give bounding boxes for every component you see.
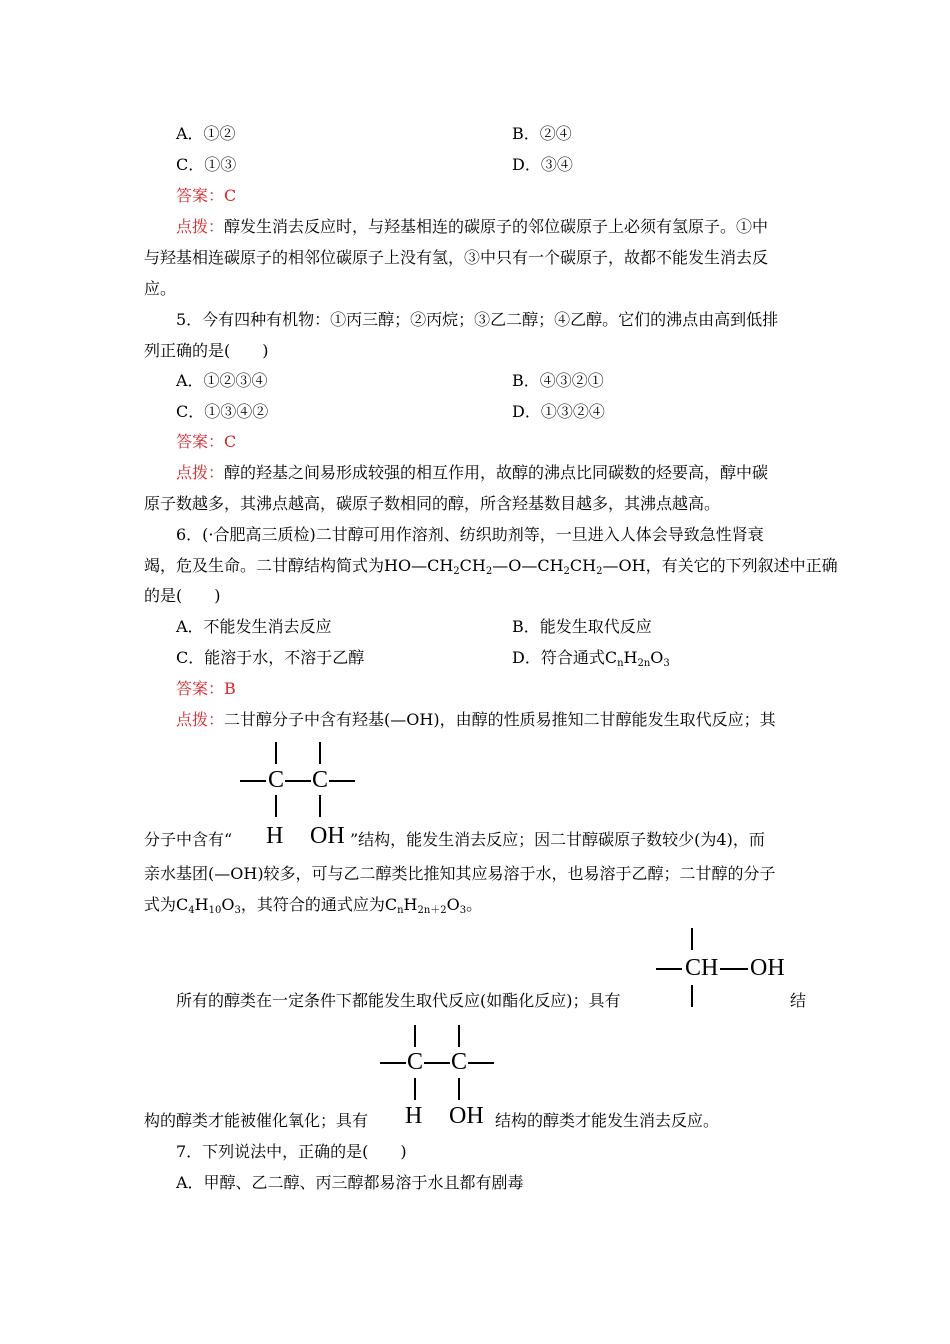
answer-label: 答案：: [176, 679, 225, 698]
q5-option-c: C．①③④②: [176, 402, 269, 421]
q5-option-d: D．①③②④: [512, 402, 605, 421]
q4-hint-line-3: 应。: [144, 279, 177, 298]
hint-label: 点拨：: [176, 710, 225, 729]
hint-text: 二甘醇分子中含有羟基(—OH)，由醇的性质易推知二甘醇能发生取代反应；其: [224, 710, 776, 729]
q4-hint-line-2: 与羟基相连碳原子的相邻位碳原子上没有氢，③中只有一个碳原子，故都不能发生消去反: [144, 248, 769, 267]
q5-hint-line-1: [176, 463, 768, 483]
struct-hydroxyl: OH: [750, 955, 785, 981]
q4-option-b: B．②④: [512, 124, 572, 143]
q4-answer: [176, 186, 236, 206]
q6-hint-line-6b: 结构的醇类才能发生消去反应。: [495, 1111, 720, 1130]
q6-hint-line-2b: ”结构，能发生消去反应；因二甘醇碳原子数较少(为4)，而: [350, 830, 765, 849]
q4-hint-line-1: [176, 217, 768, 237]
q6-option-c: C．能溶于水，不溶于乙醇: [176, 648, 365, 667]
struct-hydrogen: H: [266, 823, 284, 849]
q6-hint-line-5-end: 结: [790, 991, 807, 1010]
struct-hydroxyl: OH: [449, 1103, 484, 1129]
struct-carbon: C: [407, 1049, 424, 1075]
struct-hydrogen: H: [405, 1103, 423, 1129]
q4-option-c: C．①③: [176, 155, 237, 174]
q6-hint-line-4: 式为$C_4H_{10}O_3$，其符合的通式应为$C_nH_{2n+2}O_3$。: [144, 895, 483, 916]
q6-hint-line-1: [176, 710, 776, 730]
answer-value: C: [224, 186, 237, 205]
struct-ch: CH: [685, 955, 719, 981]
q4-option-d: D．③④: [512, 155, 573, 174]
q6-hint-line-5: 所有的醇类在一定条件下都能发生取代反应(如酯化反应)；具有: [176, 991, 621, 1010]
q6-option-a: A．不能发生消去反应: [176, 617, 332, 636]
answer-value: B: [224, 679, 236, 698]
q6-stem-line-1: 6．(·合肥高三质检)二甘醇可用作溶剂、纺织助剂等，一旦进入人体会导致急性肾衰: [176, 525, 764, 544]
answer-label: 答案：: [176, 186, 225, 205]
struct-carbon: C: [268, 767, 285, 793]
q5-answer: [176, 432, 236, 452]
hint-text: 醇的羟基之间易形成较强的相互作用，故醇的沸点比同碳数的烃要高，醇中碳: [224, 463, 769, 482]
q5-stem-line-2: 列正确的是( ): [144, 341, 269, 360]
hint-text: 醇发生消去反应时，与羟基相连的碳原子的邻位碳原子上必须有氢原子。①中: [224, 217, 769, 236]
q6-option-d: D．符合通式$C_nH_{2n}O_3$: [512, 648, 670, 669]
q6-stem-line-2: 竭，危及生命。二甘醇结构简式为$HO—CH_2CH_2—O—CH_2CH_2—OH$，有关它的下列叙述中正确: [144, 556, 838, 577]
q7-option-a: A．甲醇、乙二醇、丙三醇都易溶于水且都有剧毒: [176, 1173, 524, 1192]
answer-value: C: [224, 432, 237, 451]
q6-answer: [176, 679, 236, 699]
answer-label: 答案：: [176, 432, 225, 451]
struct-carbon: C: [451, 1049, 468, 1075]
q6-hint-line-3: 亲水基团(—OH)较多，可与乙二醇类比推知其应易溶于水，也易溶于乙醇；二甘醇的分子: [144, 864, 776, 883]
q6-option-b: B．能发生取代反应: [512, 617, 652, 636]
hint-label: 点拨：: [176, 463, 225, 482]
q5-stem-line-1: 5．今有四种有机物：①丙三醇；②丙烷；③乙二醇；④乙醇。它们的沸点由高到低排: [176, 310, 779, 329]
q5-option-a: A．①②③④: [176, 371, 268, 390]
q6-hint-line-2a: 分子中含有“: [144, 830, 233, 849]
q6-stem-line-3: 的是( ): [144, 586, 221, 605]
q5-hint-line-2: 原子数越多，其沸点越高，碳原子数相同的醇，所含羟基数目越多，其沸点越高。: [144, 494, 721, 513]
q6-hint-line-6a: 构的醇类才能被催化氧化；具有: [144, 1111, 369, 1130]
hint-label: 点拨：: [176, 217, 225, 236]
struct-hydroxyl: OH: [310, 823, 345, 849]
q5-option-b: B．④③②①: [512, 371, 604, 390]
q7-stem: 7．下列说法中，正确的是( ): [176, 1142, 407, 1161]
q4-option-a: A．①②: [176, 124, 236, 143]
struct-carbon: C: [312, 767, 329, 793]
